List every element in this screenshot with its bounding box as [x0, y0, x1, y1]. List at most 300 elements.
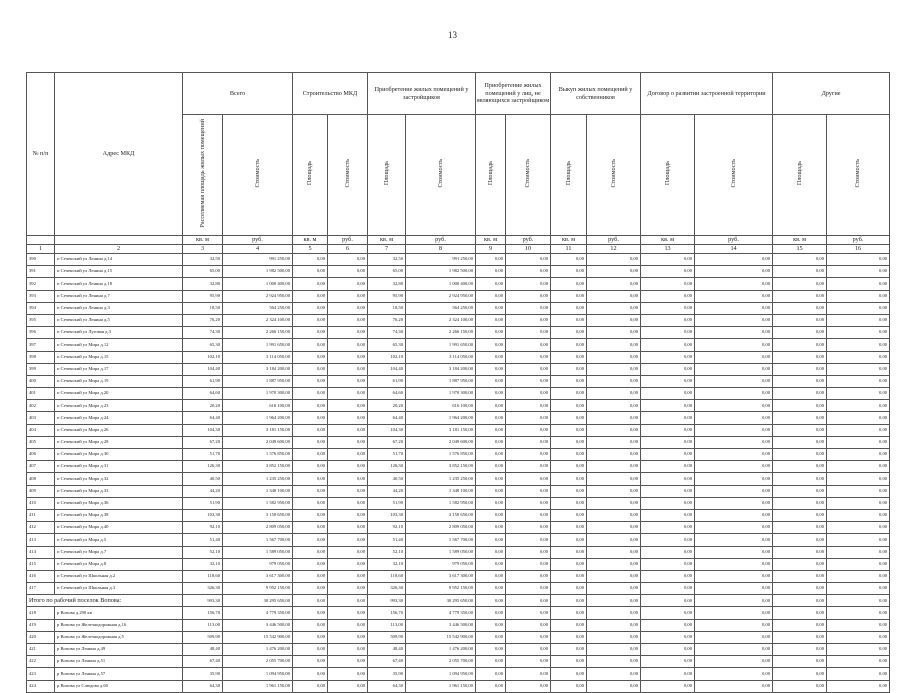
table-row: [27, 497, 890, 509]
table-cell: 51,70: [183, 449, 223, 461]
table-cell: 0,00: [587, 668, 641, 680]
table-cell: 0,00: [328, 509, 368, 521]
table-cell: п Сеченский ул Мира д.28: [55, 436, 183, 448]
table-cell: 0,00: [695, 680, 773, 692]
table-cell: 0,00: [827, 680, 890, 692]
table-cell: 0,00: [476, 534, 506, 546]
table-cell: 0,00: [587, 680, 641, 692]
unit-cell: кв. м: [641, 236, 695, 245]
table-row: [27, 656, 890, 668]
table-cell: 395: [27, 314, 55, 326]
table-cell: 0,00: [551, 266, 587, 278]
table-cell: 0,00: [328, 327, 368, 339]
table-row: [27, 558, 890, 570]
table-cell: 0,00: [328, 266, 368, 278]
table-cell: 0,00: [695, 461, 773, 473]
table-cell: 32,10: [183, 558, 223, 570]
table-cell: 1 887 950,00: [406, 375, 476, 387]
subheader-label: Площадь: [306, 160, 314, 186]
table-cell: 0,00: [506, 424, 551, 436]
table-cell: 0,00: [293, 375, 328, 387]
table-cell: 0,00: [506, 583, 551, 595]
table-cell: 0,00: [551, 607, 587, 619]
table-cell: п Сеченский ул Мира д.24: [55, 412, 183, 424]
table-cell: 0,00: [328, 290, 368, 302]
table-cell: 0,00: [293, 534, 328, 546]
table-cell: 0,00: [641, 631, 695, 643]
table-cell: 0,00: [476, 412, 506, 424]
table-cell: 393: [27, 290, 55, 302]
table-cell: 412: [27, 522, 55, 534]
table-cell: 0,00: [827, 656, 890, 668]
table-cell: 0,00: [641, 302, 695, 314]
table-cell: 0,00: [641, 522, 695, 534]
table-cell: 0,00: [695, 522, 773, 534]
table-cell: 0,00: [476, 668, 506, 680]
column-number: 5: [293, 245, 328, 254]
table-cell: 51,90: [183, 497, 223, 509]
table-cell: 0,00: [551, 388, 587, 400]
table-cell: 0,00: [551, 339, 587, 351]
table-cell: 0,00: [773, 509, 827, 521]
table-cell: 76,20: [183, 314, 223, 326]
table-cell: 0,00: [587, 546, 641, 558]
table-cell: 0,00: [695, 509, 773, 521]
table-cell: 0,00: [641, 485, 695, 497]
table-cell: 51,40: [183, 534, 223, 546]
table-cell: 0,00: [328, 461, 368, 473]
table-cell: 0,00: [476, 351, 506, 363]
table-cell: 401: [27, 388, 55, 400]
table-cell: 0,00: [641, 412, 695, 424]
table-cell: 326,30: [368, 583, 406, 595]
table-cell: 396: [27, 327, 55, 339]
table-cell: 991 250,00: [406, 254, 476, 266]
subheader-cell: [223, 115, 293, 236]
table-cell: 0,00: [476, 290, 506, 302]
table-cell: 0,00: [641, 327, 695, 339]
table-cell: 0,00: [827, 570, 890, 582]
table-cell: 0,00: [587, 339, 641, 351]
table-cell: 0,00: [827, 388, 890, 400]
table-cell: 2 924 950,00: [406, 290, 476, 302]
table-cell: 0,00: [773, 375, 827, 387]
subheader-label: Площадь: [795, 160, 803, 186]
table-cell: 0,00: [641, 254, 695, 266]
table-cell: 0,00: [773, 351, 827, 363]
column-number: 13: [641, 245, 695, 254]
column-number: 3: [183, 245, 223, 254]
table-cell: 15 542 900,00: [406, 631, 476, 643]
table-row: [27, 424, 890, 436]
table-cell: 0,00: [293, 497, 328, 509]
table-cell: 0,00: [506, 278, 551, 290]
table-cell: 0,00: [695, 656, 773, 668]
table-cell: 419: [27, 619, 55, 631]
table-cell: 15 542 900,00: [223, 631, 293, 643]
table-cell: 0,00: [641, 363, 695, 375]
table-cell: 0,00: [506, 449, 551, 461]
table-cell: 0,00: [506, 680, 551, 692]
table-cell: 0,00: [293, 290, 328, 302]
column-number: 12: [587, 245, 641, 254]
table-cell: 0,00: [293, 400, 328, 412]
table-cell: 0,00: [587, 363, 641, 375]
table-cell: 2 809 050,00: [223, 522, 293, 534]
table-cell: 0,00: [773, 473, 827, 485]
table-cell: 1 476 200,00: [406, 644, 476, 656]
table-row: [27, 534, 890, 546]
table-cell: п Сеченский ул Мира д.26: [55, 424, 183, 436]
table-cell: 0,00: [293, 339, 328, 351]
table-cell: 92,10: [368, 522, 406, 534]
unit-cell: руб.: [827, 236, 890, 245]
unit-cell: руб.: [587, 236, 641, 245]
table-cell: 0,00: [293, 558, 328, 570]
table-cell: 0,00: [476, 583, 506, 595]
table-cell: 0,00: [587, 473, 641, 485]
table-cell: 0,00: [827, 461, 890, 473]
table-cell: 0,00: [641, 424, 695, 436]
table-cell: 0,00: [293, 302, 328, 314]
table-cell: 0,00: [773, 497, 827, 509]
table-cell: 2 055 700,00: [406, 656, 476, 668]
table-cell: 0,00: [551, 400, 587, 412]
table-cell: 0,00: [506, 254, 551, 266]
unit-cell: кв. м: [293, 236, 328, 245]
table-cell: 76,20: [368, 314, 406, 326]
table-cell: 400: [27, 375, 55, 387]
table-cell: 0,00: [476, 473, 506, 485]
table-cell: 0,00: [773, 327, 827, 339]
table-cell: 40,50: [368, 473, 406, 485]
table-cell: 0,00: [293, 644, 328, 656]
table-cell: 0,00: [328, 583, 368, 595]
table-cell: 0,00: [328, 558, 368, 570]
table-cell: р Вопова ул Ленина д.49: [55, 644, 183, 656]
table-cell: 0,00: [506, 436, 551, 448]
table-cell: 0,00: [641, 619, 695, 631]
table-cell: 509,90: [183, 631, 223, 643]
table-row: [27, 302, 890, 314]
table-row: [27, 314, 890, 326]
group-territory-development: Договор о развитии застроенной территории: [641, 73, 773, 115]
table-cell: 1 094 950,00: [223, 668, 293, 680]
table-cell: 0,00: [476, 644, 506, 656]
table-cell: 0,00: [587, 607, 641, 619]
table-cell: 3 114 050,00: [223, 351, 293, 363]
table-cell: 413: [27, 534, 55, 546]
table-cell: 0,00: [506, 509, 551, 521]
table-cell: 0,00: [773, 558, 827, 570]
table-cell: 2 924 950,00: [223, 290, 293, 302]
table-cell: 0,00: [587, 351, 641, 363]
table-cell: п Сеченский ул Школьная д.2: [55, 570, 183, 582]
table-row: [27, 619, 890, 631]
table-cell: 67,20: [368, 436, 406, 448]
header-address: Адрес МКД: [55, 73, 183, 236]
table-cell: 104,40: [368, 363, 406, 375]
table-cell: 0,00: [695, 570, 773, 582]
column-number: 16: [827, 245, 890, 254]
table-cell: 0,00: [641, 509, 695, 521]
table-cell: 408: [27, 473, 55, 485]
table-cell: 0,00: [293, 461, 328, 473]
table-cell: 0,00: [695, 485, 773, 497]
table-cell: 0,00: [506, 363, 551, 375]
table-cell: п Сеченский ул Мира д.36: [55, 497, 183, 509]
table-cell: 1 582 950,00: [406, 497, 476, 509]
table-row: [27, 644, 890, 656]
table-cell: 0,00: [506, 522, 551, 534]
column-number: 11: [551, 245, 587, 254]
table-cell: 0,00: [328, 424, 368, 436]
group-non-developer-purchase: Приобретение жилых помещений у лиц, не являющихся застройщиком: [476, 73, 551, 115]
table-cell: 405: [27, 436, 55, 448]
table-cell: 0,00: [506, 461, 551, 473]
table-row: [27, 680, 890, 692]
table-cell: 0,00: [551, 254, 587, 266]
table-cell: 104,30: [368, 424, 406, 436]
subheader-label: Стоимость: [524, 158, 532, 188]
table-cell: 0,00: [773, 314, 827, 326]
table-row: [27, 278, 890, 290]
table-cell: 74,30: [183, 327, 223, 339]
table-cell: 564 250,00: [223, 302, 293, 314]
table-cell: 0,00: [476, 570, 506, 582]
table-cell: 1 576 850,00: [406, 449, 476, 461]
table-cell: 20,20: [368, 400, 406, 412]
table-cell: р Вопова ул Железнодорожная д.5: [55, 631, 183, 643]
table-cell: 0,00: [476, 631, 506, 643]
table-cell: 1 964 200,00: [406, 412, 476, 424]
table-cell: 0,00: [587, 583, 641, 595]
table-cell: 0,00: [476, 327, 506, 339]
table-cell: 65,00: [368, 266, 406, 278]
table-cell: 103,30: [183, 509, 223, 521]
table-cell: 3 617 300,00: [406, 570, 476, 582]
table-cell: 0,00: [587, 412, 641, 424]
table-row: [27, 327, 890, 339]
column-number: 4: [223, 245, 293, 254]
table-cell: 0,00: [551, 412, 587, 424]
column-number: 6: [328, 245, 368, 254]
table-cell: 0,00: [827, 363, 890, 375]
table-cell: 0,00: [695, 278, 773, 290]
table-cell: 0,00: [641, 388, 695, 400]
table-cell: 0,00: [293, 351, 328, 363]
table-cell: 2 324 100,00: [406, 314, 476, 326]
table-cell: 0,00: [641, 314, 695, 326]
table-cell: 0,00: [506, 497, 551, 509]
table-cell: 0,00: [773, 302, 827, 314]
table-cell: 0,00: [773, 644, 827, 656]
table-cell: 0,00: [641, 461, 695, 473]
table-cell: 0,00: [506, 595, 551, 607]
group-other: Другие: [773, 73, 890, 115]
table-cell: п Сеченский ул Мира д.40: [55, 522, 183, 534]
table-cell: 0,00: [551, 644, 587, 656]
table-cell: 0,00: [695, 266, 773, 278]
table-cell: 0,00: [293, 680, 328, 692]
table-cell: п Сеченский ул Мира д.31: [55, 461, 183, 473]
table-cell: 3 184 200,00: [223, 363, 293, 375]
table-cell: 64,60: [368, 388, 406, 400]
table-cell: п Сеченский ул Мира д.32: [55, 473, 183, 485]
table-cell: 0,00: [506, 327, 551, 339]
table-cell: 0,00: [773, 668, 827, 680]
table-cell: 0,00: [695, 534, 773, 546]
table-row: [27, 631, 890, 643]
table-cell: 0,00: [695, 290, 773, 302]
table-cell: 1 476 200,00: [223, 644, 293, 656]
table-cell: 0,00: [551, 473, 587, 485]
table-cell: 0,00: [506, 473, 551, 485]
table-cell: 0,00: [641, 546, 695, 558]
table-cell: 64,40: [368, 412, 406, 424]
table-cell: 102,10: [183, 351, 223, 363]
table-cell: 0,00: [773, 583, 827, 595]
column-number: 7: [368, 245, 406, 254]
table-cell: 64,30: [368, 680, 406, 692]
table-cell: 0,00: [695, 302, 773, 314]
table-cell: 0,00: [587, 424, 641, 436]
subheader-label: Стоимость: [343, 158, 351, 188]
table-cell: 0,00: [641, 375, 695, 387]
table-cell: 0,00: [476, 339, 506, 351]
table-cell: 422: [27, 656, 55, 668]
table-cell: 0,00: [293, 522, 328, 534]
table-cell: 0,00: [587, 388, 641, 400]
table-cell: 0,00: [506, 668, 551, 680]
table-cell: 0,00: [506, 644, 551, 656]
table-cell: 1 970 300,00: [223, 388, 293, 400]
table-cell: 18,50: [183, 302, 223, 314]
table-cell: 3 150 650,00: [406, 509, 476, 521]
group-buyout: Выкуп жилых помещений у собственников: [551, 73, 641, 115]
table-cell: 0,00: [695, 619, 773, 631]
table-cell: 993,30: [183, 595, 223, 607]
table-cell: 0,00: [293, 254, 328, 266]
table-cell: 1 567 700,00: [406, 534, 476, 546]
subheader-label: Площадь: [663, 160, 671, 186]
table-cell: 1 000 400,00: [406, 278, 476, 290]
table-cell: 48,40: [183, 644, 223, 656]
table-cell: 0,00: [506, 302, 551, 314]
table-row: [27, 363, 890, 375]
table-cell: 991 250,00: [223, 254, 293, 266]
table-cell: 0,00: [695, 449, 773, 461]
table-cell: 0,00: [695, 400, 773, 412]
unit-cell: кв. м: [773, 236, 827, 245]
table-cell: 32,50: [368, 254, 406, 266]
table-row: [27, 485, 890, 497]
table-cell: 35,90: [183, 668, 223, 680]
table-cell: 0,00: [695, 644, 773, 656]
table-cell: 0,00: [827, 412, 890, 424]
table-cell: 0,00: [506, 375, 551, 387]
unit-cell: кв. м: [551, 236, 587, 245]
table-cell: 0,00: [641, 400, 695, 412]
table-cell: 0,00: [328, 351, 368, 363]
table-row: [27, 254, 890, 266]
table-cell: 0,00: [827, 619, 890, 631]
table-cell: 20,20: [183, 400, 223, 412]
table-cell: 0,00: [827, 278, 890, 290]
table-cell: 0,00: [773, 266, 827, 278]
table-cell: 2 809 050,00: [406, 522, 476, 534]
table-cell: 156,70: [368, 607, 406, 619]
table-cell: 1 235 250,00: [406, 473, 476, 485]
table-cell: 1 589 050,00: [406, 546, 476, 558]
table-cell: 410: [27, 497, 55, 509]
subtotal-row: [27, 595, 890, 607]
table-cell: 0,00: [476, 449, 506, 461]
table-cell: 0,00: [506, 656, 551, 668]
table-cell: 0,00: [293, 436, 328, 448]
subheader-cell: [368, 115, 406, 236]
table-cell: 406: [27, 449, 55, 461]
table-cell: 51,40: [368, 534, 406, 546]
unit-cell: руб.: [506, 236, 551, 245]
table-cell: 0,00: [328, 522, 368, 534]
table-cell: 0,00: [328, 302, 368, 314]
table-cell: 0,00: [695, 668, 773, 680]
table-cell: 424: [27, 680, 55, 692]
table-cell: 0,00: [695, 595, 773, 607]
table-cell: 0,00: [641, 656, 695, 668]
table-row: [27, 351, 890, 363]
table-cell: 404: [27, 424, 55, 436]
table-cell: 1 589 050,00: [223, 546, 293, 558]
table-cell: 0,00: [641, 266, 695, 278]
table-cell: 32,50: [183, 254, 223, 266]
table-cell: 0,00: [506, 290, 551, 302]
table-cell: 0,00: [695, 497, 773, 509]
table-cell: 0,00: [551, 570, 587, 582]
table-cell: 402: [27, 400, 55, 412]
table-cell: 2 324 100,00: [223, 314, 293, 326]
table-cell: 0,00: [476, 461, 506, 473]
table-cell: 0,00: [551, 497, 587, 509]
table-cell: 1 970 300,00: [406, 388, 476, 400]
table-cell: 1 961 150,00: [223, 680, 293, 692]
table-cell: 118,60: [183, 570, 223, 582]
subheader-cell: [293, 115, 328, 236]
table-cell: 0,00: [827, 546, 890, 558]
table-cell: 0,00: [827, 449, 890, 461]
table-cell: 0,00: [773, 278, 827, 290]
table-cell: 0,00: [587, 400, 641, 412]
table-cell: 4 779 350,00: [406, 607, 476, 619]
table-cell: п Сеченский ул Мира д.30: [55, 449, 183, 461]
table-row: [27, 570, 890, 582]
table-cell: 3 150 650,00: [223, 509, 293, 521]
table-cell: 0,00: [587, 497, 641, 509]
subheader-label: Стоимость: [729, 158, 737, 188]
table-cell: 2 266 150,00: [223, 327, 293, 339]
table-cell: 113,00: [183, 619, 223, 631]
table-cell: 0,00: [773, 449, 827, 461]
table-cell: 0,00: [587, 656, 641, 668]
table-cell: 44,20: [183, 485, 223, 497]
table-cell: п Сеченский ул Мира д.7: [55, 546, 183, 558]
table-cell: 0,00: [587, 278, 641, 290]
table-cell: 9 952 150,00: [223, 583, 293, 595]
table-cell: 0,00: [641, 436, 695, 448]
table-cell: п Сеченский ул Мира д.15: [55, 351, 183, 363]
table-cell: 417: [27, 583, 55, 595]
